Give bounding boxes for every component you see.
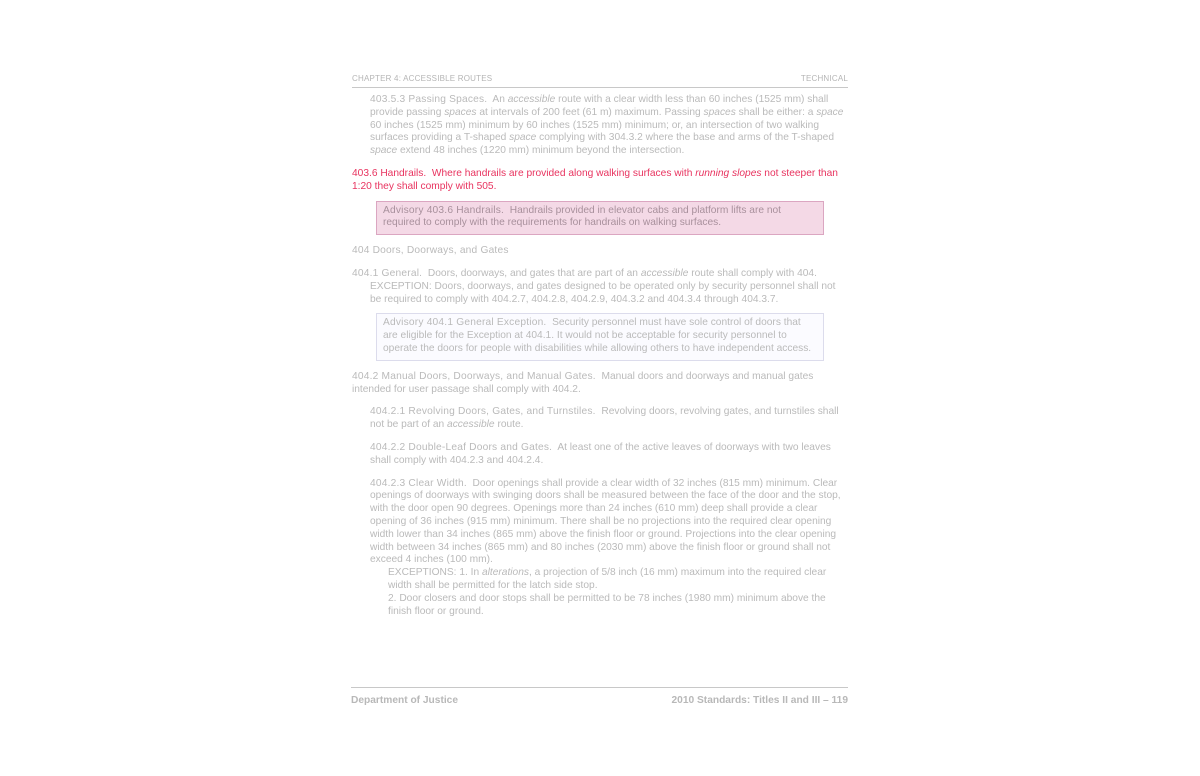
document-page bbox=[352, 74, 848, 618]
section-403-6-highlighted: 403.6 Handrails. Where handrails are provided along walking surfaces with running slopes not steeper than 1:20 they shall comply with 505. bbox=[352, 167, 838, 192]
advisory-text: Security personnel must have sole control of doors that are eligible for the Exception at 404.1. It would not be acceptable for security personnel to operate the doors for people with disabilities while allowing others to have independent access. bbox=[383, 317, 812, 354]
section-type: TECHNICAL bbox=[800, 74, 848, 83]
advisory-403-6-box bbox=[376, 201, 824, 236]
section-heading: 404.2 Manual Doors, Doorways, and Manual Gates. bbox=[352, 370, 596, 382]
section-heading: 404.2.2 Double-Leaf Doors and Gates. bbox=[370, 441, 553, 453]
chapter-title: CHAPTER 4: ACCESSIBLE ROUTES bbox=[352, 74, 493, 83]
page-header bbox=[352, 74, 848, 88]
footer-page-number: 2010 Standards: Titles II and III – 119 bbox=[671, 695, 848, 706]
section-404-2: 404.2 Manual Doors, Doorways, and Manual Gates. Manual doors and doorways and manual gates intended for user passage shall comply with 404.2. bbox=[352, 370, 814, 395]
section-403-5-3: 403.5.3 Passing Spaces. An accessible route with a clear width less than 60 inches (1525 mm) shall provide passing spaces at intervals of 200 feet (61 m) maximum. Passing spaces shall be either: a space 60 inches (1525 mm) minimum by 60 inches (1525 mm) minimum; or, an intersection of two walking surfaces providing a T-shaped space complying with 304.3.2 where the base and arms of the T-shaped space extend 48 inches (1220 mm) minimum beyond the intersection. bbox=[370, 94, 844, 157]
section-heading: 403.5.3 Passing Spaces. bbox=[370, 94, 488, 105]
advisory-heading: Advisory 403.6 Handrails. bbox=[383, 204, 505, 216]
section-404-2-3-exception-2: 2. Door closers and door stops shall be permitted to be 78 inches (1980 mm) minimum above the finish floor or ground. bbox=[388, 592, 826, 617]
advisory-heading: Advisory 404.1 General Exception. bbox=[383, 317, 547, 329]
advisory-404-1-box bbox=[376, 313, 824, 360]
page-footer bbox=[351, 687, 848, 706]
section-heading: 403.6 Handrails. bbox=[352, 167, 427, 179]
section-heading: 404.2.3 Clear Width. bbox=[370, 477, 467, 489]
section-404-heading: 404 Doors, Doorways, and Gates bbox=[352, 245, 509, 257]
section-heading: 404.1 General. bbox=[352, 267, 423, 279]
section-404-1-exception: EXCEPTION: Doors, doorways, and gates designed to be operated only by security personnel shall not be required to comply with 404.2.7, 404.2.8, 404.2.9, 404.3.2 and 404.3.4 through 404.3.7. bbox=[370, 280, 836, 305]
section-404-2-2: 404.2.2 Double-Leaf Doors and Gates. At least one of the active leaves of doorways with two leaves shall comply with 404.2.3 and 404.2.4. bbox=[370, 441, 831, 466]
section-404-2-1: 404.2.1 Revolving Doors, Gates, and Turnstiles. Revolving doors, revolving gates, and turnstiles shall not be part of an accessible route. bbox=[370, 406, 839, 431]
section-heading: 404.2.1 Revolving Doors, Gates, and Turnstiles. bbox=[370, 406, 596, 418]
footer-agency: Department of Justice bbox=[351, 695, 458, 706]
section-404-2-3-exception-1: EXCEPTIONS: 1. In alterations, a projection of 5/8 inch (16 mm) maximum into the required clear width shall be permitted for the latch side stop. bbox=[388, 567, 827, 591]
section-404-1: 404.1 General. Doors, doorways, and gates that are part of an accessible route shall comply with 404. bbox=[352, 267, 817, 279]
section-404-2-3: 404.2.3 Clear Width. Door openings shall provide a clear width of 32 inches (815 mm) minimum. Clear openings of doorways with swinging doors shall be measured between the face of the door and the stop, with the door open 90 degrees. Openings more than 24 inches (610 mm) deep shall provide a clear opening of 36 inches (915 mm) minimum. There shall be no projections into the required clear opening width lower than 34 inches (865 mm) above the finish floor or ground. Projections into the clear opening width between 34 inches (865 mm) and 80 inches (2030 mm) above the finish floor or ground shall not exceed 4 inches (100 mm). bbox=[370, 477, 841, 566]
advisory-text: Handrails provided in elevator cabs and platform lifts are not required to comply with the requirements for handrails on walking surfaces. bbox=[383, 204, 782, 229]
